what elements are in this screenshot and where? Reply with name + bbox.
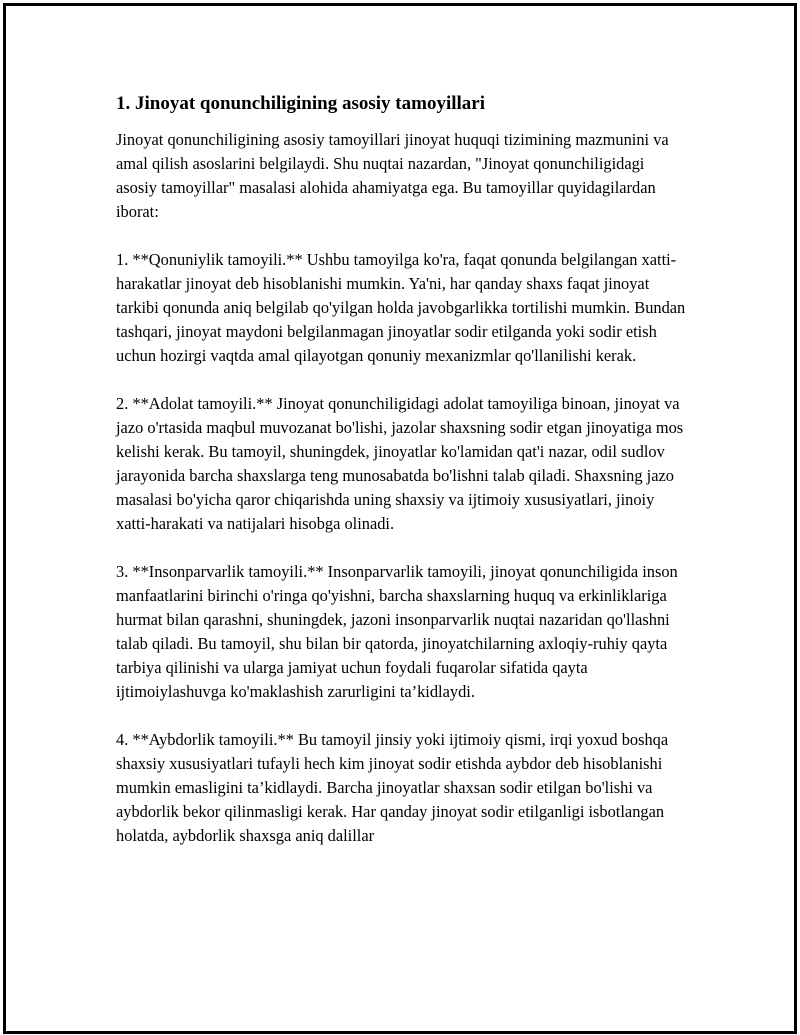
paragraph-guilt-principle: 4. **Aybdorlik tamoyili.** Bu tamoyil jinsiy yoki ijtimoiy qismi, irqi yoxud boshqa shaxsiy xususiyatlari tufayli hech kim jinoyat sodir etishda aybdor deb hisoblanishi mumkin emasligini ta’kidlaydi. Barcha jinoyatlar shaxsan sodir etilgan bo'lishi va aybdorlik bekor qilinmasligi kerak. Har qanday jinoyat sodir etilganligi isbotlangan holatda, aybdorlik shaxsga aniq dalillar xyxy=(116,730,669,845)
paragraph-humanism-principle: 3. **Insonparvarlik tamoyili.** Insonparvarlik tamoyili, jinoyat qonunchiligida inson manfaatlarini birinchi o'ringa qo'yishni, barcha shaxslarning huquq va erkinliklariga hurmat bilan qarashni, shuningdek, jazoni insonparvarlik nuqtai nazaridan qo'llashni talab qiladi. Bu tamoyil, shu bilan bir qatorda, jinoyatchilarning axloqiy-ruhiy qayta tarbiya qilinishi va ularga jamiyat uchun foydali fuqarolar sifatida qayta ijtimoiylashuvga ko'maklashish zarurligini ta’kidlaydi. xyxy=(116,562,678,701)
intro-paragraph: Jinoyat qonunchiligining asosiy tamoyillari jinoyat huquqi tizimining mazmunini va amal qilish asoslarini belgilaydi. Shu nuqtai nazardan, "Jinoyat qonunchiligidagi asosiy tamoyillar" masalasi alohida ahamiyatga ega. Bu tamoyillar quyidagilardan iborat: xyxy=(116,130,669,221)
document-body xyxy=(116,92,688,872)
paragraph-legality-principle: 1. **Qonuniylik tamoyili.** Ushbu tamoyilga ko'ra, faqat qonunda belgilangan xatti-harakatlar jinoyat deb hisoblanishi mumkin. Ya'ni, har qanday shaxs faqat jinoyat tarkibi qonunda aniq belgilab qo'yilgan holda javobgarlikka tortilishi mumkin. Bundan tashqari, jinoyat maydoni belgilanmagan jinoyatlar sodir etilganda yoki sodir etish uchun hozirgi vaqtda amal qilayotgan qonuniy mexanizmlar qo'llanilishi kerak. xyxy=(116,250,686,365)
paragraph-justice-principle: 2. **Adolat tamoyili.** Jinoyat qonunchiligidagi adolat tamoyiliga binoan, jinoyat va jazo o'rtasida maqbul muvozanat bo'lishi, jazolar shaxsning sodir etgan jinoyatiga mos kelishi kerak. Bu tamoyil, shuningdek, jinoyatlar ko'lamidan qat'i nazar, odil sudlov jarayonida barcha shaxslarga teng munosabatda bo'lishni talab qiladi. Shaxsning jazo masalasi bo'yicha qaror chiqarishda uning shaxsiy va ijtimoiy xususiyatlari, jinoiy xatti-harakati va natijalari hisobga olinadi. xyxy=(116,394,684,533)
document-heading: 1. Jinoyat qonunchiligining asosiy tamoyillari xyxy=(116,93,485,114)
